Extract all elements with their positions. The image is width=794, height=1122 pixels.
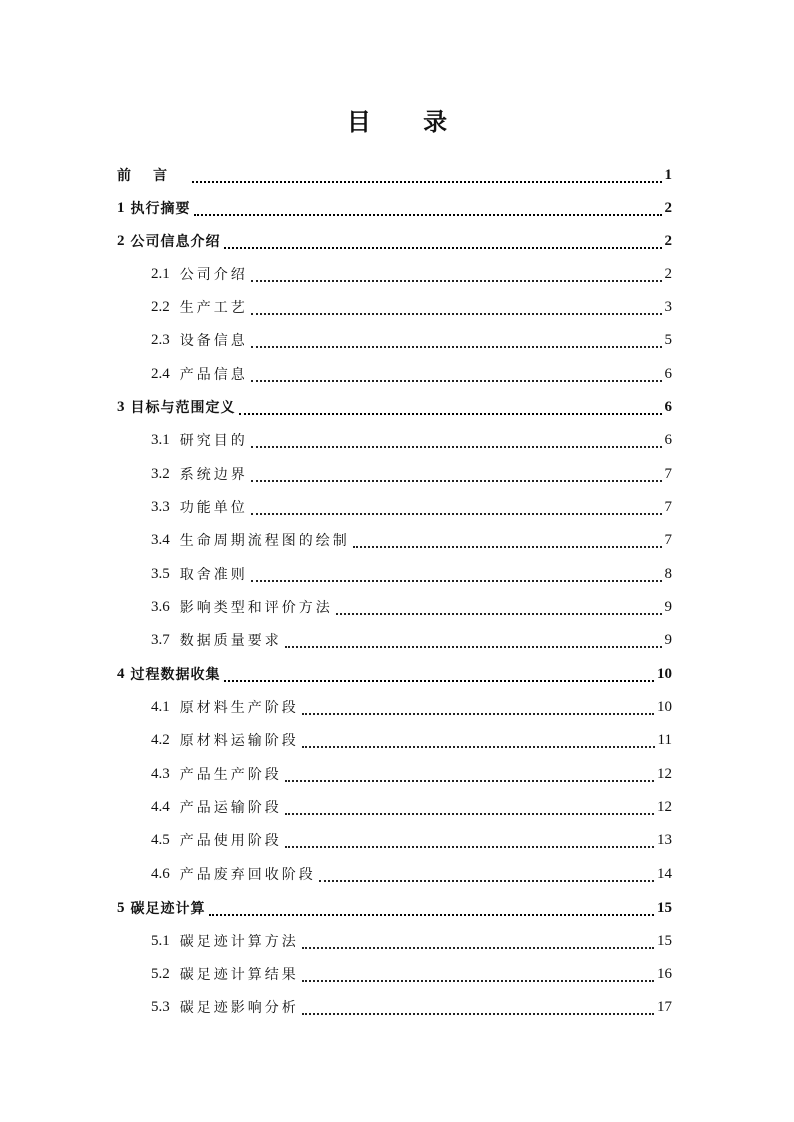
toc-entry-5[interactable] — [0, 898, 794, 918]
toc-entry-3-2[interactable] — [0, 464, 794, 484]
toc-page-number: 12 — [657, 765, 672, 782]
toc-page-number: 1 — [664, 166, 672, 183]
toc-page-number: 5 — [664, 331, 672, 348]
toc-page-number: 7 — [664, 498, 672, 515]
toc-section-number: 4.4 — [151, 798, 170, 815]
toc-section-number: 5.3 — [151, 998, 170, 1015]
toc-entry-label: 产品信息 — [179, 367, 248, 383]
toc-section-number: 1 — [117, 199, 125, 216]
dot-leader — [285, 845, 654, 848]
toc-entry-label: 生命周期流程图的绘制 — [179, 533, 350, 549]
dot-leader — [251, 279, 662, 282]
dot-leader — [251, 312, 662, 315]
dot-leader — [319, 879, 654, 882]
toc-section-number: 2.4 — [151, 365, 170, 382]
dot-leader — [251, 479, 662, 482]
toc-entry-label: 原材料运输阶段 — [179, 733, 299, 749]
toc-entry-label: 研究目的 — [179, 433, 248, 449]
toc-page-number: 7 — [664, 531, 672, 548]
toc-page-number: 2 — [664, 199, 672, 216]
toc-entry-label: 过程数据收集 — [130, 667, 221, 683]
page-title: 目 录 — [346, 107, 470, 136]
toc-page-number: 11 — [657, 731, 672, 748]
toc-page-number: 6 — [664, 431, 672, 448]
dot-leader — [302, 946, 654, 949]
toc-entry-label: 公司介绍 — [179, 267, 248, 283]
dot-leader — [251, 345, 662, 348]
toc-entry-1[interactable] — [0, 198, 794, 218]
toc-entry-4-6[interactable] — [0, 864, 794, 884]
dot-leader — [302, 712, 654, 715]
toc-entry-2[interactable] — [0, 231, 794, 251]
toc-page-number: 3 — [664, 298, 672, 315]
dot-leader — [251, 379, 662, 382]
toc-entry-3-7[interactable] — [0, 630, 794, 650]
toc-entry-label: 执行摘要 — [130, 201, 191, 217]
dot-leader — [302, 979, 654, 982]
toc-entry-label: 功能单位 — [179, 500, 248, 516]
toc-entry-5-3[interactable] — [0, 997, 794, 1017]
toc-page-number: 15 — [657, 899, 672, 916]
toc-section-number: 2.3 — [151, 331, 170, 348]
toc-entry-4-2[interactable] — [0, 730, 794, 750]
dot-leader — [239, 412, 662, 415]
toc-section-number: 5 — [117, 899, 125, 916]
toc-page-number: 10 — [657, 665, 672, 682]
dot-leader — [251, 579, 662, 582]
toc-section-number: 4.5 — [151, 831, 170, 848]
toc-page-number: 15 — [657, 932, 672, 949]
toc-page-number: 9 — [664, 598, 672, 615]
dot-leader — [194, 213, 662, 216]
toc-section-number: 3.3 — [151, 498, 170, 515]
toc-entry-label: 产品使用阶段 — [179, 833, 282, 849]
toc-page-number: 6 — [664, 398, 672, 415]
toc-section-number: 3.5 — [151, 565, 170, 582]
toc-section-number: 5.2 — [151, 965, 170, 982]
dot-leader — [224, 679, 655, 682]
toc-entry-2-3[interactable] — [0, 330, 794, 350]
toc-section-number: 4 — [117, 665, 125, 682]
toc-entry-5-1[interactable] — [0, 931, 794, 951]
toc-entry-2-2[interactable] — [0, 297, 794, 317]
toc-entry-label: 影响类型和评价方法 — [179, 600, 333, 616]
toc-entry-label: 取舍准则 — [179, 567, 248, 583]
toc-page-number: 7 — [664, 465, 672, 482]
dot-leader — [285, 645, 662, 648]
toc-entry-3-3[interactable] — [0, 497, 794, 517]
toc-entry-label: 碳足迹计算 — [130, 901, 206, 917]
dot-leader — [192, 180, 662, 183]
toc-section-number: 4.6 — [151, 865, 170, 882]
toc-entry-label: 设备信息 — [179, 333, 248, 349]
toc-entry-4-1[interactable] — [0, 697, 794, 717]
toc-section-number: 5.1 — [151, 932, 170, 949]
dot-leader — [209, 913, 655, 916]
toc-section-number: 3.4 — [151, 531, 170, 548]
toc-page-number: 16 — [657, 965, 672, 982]
toc-page-number: 10 — [657, 698, 672, 715]
toc-entry-label: 碳足迹影响分析 — [179, 1000, 299, 1016]
toc-entry-label: 数据质量要求 — [179, 633, 282, 649]
dot-leader — [302, 1012, 654, 1015]
dot-leader — [353, 545, 662, 548]
toc-page-number: 13 — [657, 831, 672, 848]
toc-entry-label: 生产工艺 — [179, 300, 248, 316]
toc-entry-3-4[interactable] — [0, 530, 794, 550]
toc-entry-label: 产品废弃回收阶段 — [179, 867, 316, 883]
toc-entry-label: 产品生产阶段 — [179, 767, 282, 783]
dot-leader — [285, 812, 654, 815]
toc-section-number: 3.2 — [151, 465, 170, 482]
toc-section-number: 4.1 — [151, 698, 170, 715]
toc-section-number: 3.1 — [151, 431, 170, 448]
toc-entry-2-1[interactable] — [0, 264, 794, 284]
toc-page-number: 2 — [664, 232, 672, 249]
toc-entry-3-1[interactable] — [0, 430, 794, 450]
toc-page-number: 17 — [657, 998, 672, 1015]
toc-page-number: 14 — [657, 865, 672, 882]
toc-entry-label: 碳足迹计算方法 — [179, 934, 299, 950]
toc-page-number: 8 — [664, 565, 672, 582]
dot-leader — [224, 246, 662, 249]
dot-leader — [336, 612, 662, 615]
toc-page-number: 6 — [664, 365, 672, 382]
dot-leader — [302, 745, 655, 748]
toc-entry-label: 系统边界 — [179, 467, 248, 483]
toc-entry-label: 产品运输阶段 — [179, 800, 282, 816]
toc-page-number: 2 — [664, 265, 672, 282]
toc-entry-label: 原材料生产阶段 — [179, 700, 299, 716]
dot-leader — [251, 512, 662, 515]
toc-entry-label: 前言 — [117, 168, 189, 184]
toc-entry-preface[interactable] — [0, 165, 794, 185]
toc-section-number: 3 — [117, 398, 125, 415]
toc-entry-2-4[interactable] — [0, 364, 794, 384]
toc-entry-3[interactable] — [0, 397, 794, 417]
toc-section-number: 3.6 — [151, 598, 170, 615]
toc-page-number: 9 — [664, 631, 672, 648]
toc-section-number: 2.2 — [151, 298, 170, 315]
toc-page-number: 12 — [657, 798, 672, 815]
toc-entry-label: 目标与范围定义 — [130, 400, 236, 416]
toc-entry-4-4[interactable] — [0, 797, 794, 817]
toc-entry-label: 碳足迹计算结果 — [179, 967, 299, 983]
dot-leader — [251, 445, 662, 448]
toc-entry-3-5[interactable] — [0, 564, 794, 584]
toc-section-number: 2 — [117, 232, 125, 249]
toc-entry-3-6[interactable] — [0, 597, 794, 617]
toc-section-number: 4.3 — [151, 765, 170, 782]
toc-entry-5-2[interactable] — [0, 964, 794, 984]
toc-entry-4[interactable] — [0, 664, 794, 684]
toc-section-number: 3.7 — [151, 631, 170, 648]
toc-entry-4-5[interactable] — [0, 830, 794, 850]
toc-section-number: 2.1 — [151, 265, 170, 282]
toc-section-number: 4.2 — [151, 731, 170, 748]
dot-leader — [285, 779, 654, 782]
toc-entry-4-3[interactable] — [0, 764, 794, 784]
toc-entry-label: 公司信息介绍 — [130, 234, 221, 250]
